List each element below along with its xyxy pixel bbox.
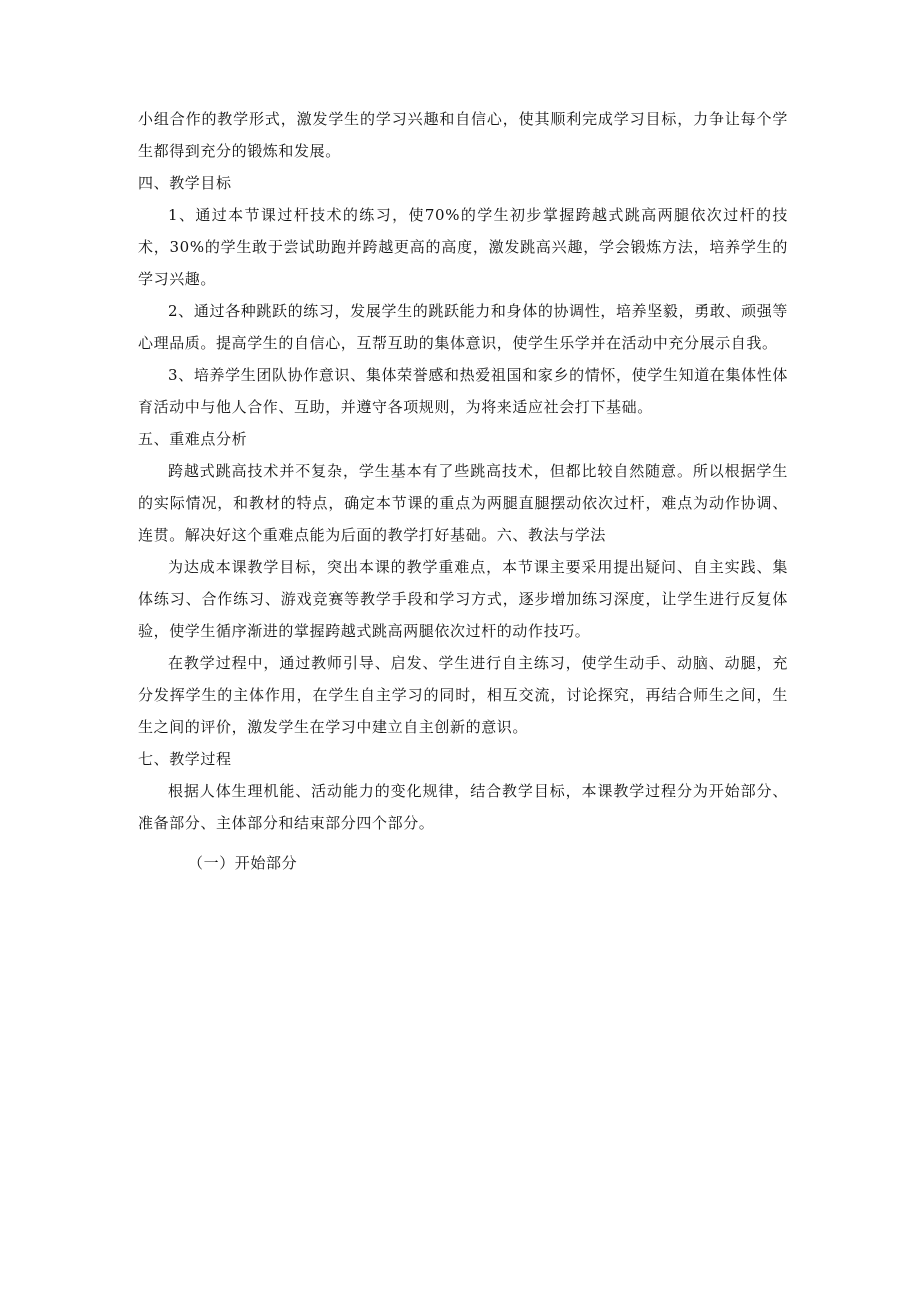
goal-item-1: 1、通过本节课过杆技术的练习，使70%的学生初步掌握跨越式跳高两腿依次过杆的技术，30%的学生敢于尝试助跑并跨越更高的高度，激发跳高兴趣，学会锻炼方法，培养学生的学习兴趣。 bbox=[138, 206, 788, 288]
goal-item-3: 3、培养学生团队协作意识、集体荣誉感和热爱祖国和家乡的情怀，使学生知道在集体性体育活动中与他人合作、互助，并遵守各项规则，为将来适应社会打下基础。 bbox=[138, 366, 788, 416]
methods-paragraph-1: 为达成本课教学目标，突出本课的教学重难点，本节课主要采用提出疑问、自主实践、集体练习、合作练习、游戏竞赛等教学手段和学习方式，逐步增加练习深度，让学生进行反复体验，使学生循序渐进的掌握跨越式跳高两腿依次过杆的动作技巧。 bbox=[138, 558, 788, 640]
section-heading-key-points: 五、重难点分析 bbox=[138, 430, 248, 448]
intro-paragraph: 小组合作的教学形式，激发学生的学习兴趣和自信心，使其顺利完成学习目标，力争让每个学生都得到充分的锻炼和发展。 bbox=[138, 110, 788, 160]
section-heading-teaching-process: 七、教学过程 bbox=[138, 750, 232, 768]
document-body bbox=[138, 103, 788, 879]
process-paragraph: 根据人体生理机能、活动能力的变化规律，结合教学目标，本课教学过程分为开始部分、准备部分、主体部分和结束部分四个部分。 bbox=[138, 782, 788, 832]
key-points-paragraph: 跨越式跳高技术并不复杂，学生基本有了些跳高技术，但都比较自然随意。所以根据学生的实际情况，和教材的特点，确定本节课的重点为两腿直腿摆动依次过杆，难点为动作协调、连贯。解决好这个重难点能为后面的教学打好基础。六、教法与学法 bbox=[138, 462, 788, 544]
section-heading-teaching-goals: 四、教学目标 bbox=[138, 174, 232, 192]
methods-paragraph-2: 在教学过程中，通过教师引导、启发、学生进行自主练习，使学生动手、动脑、动腿，充分发挥学生的主体作用，在学生自主学习的同时，相互交流，讨论探究，再结合师生之间，生生之间的评价，激发学生在学习中建立自主创新的意识。 bbox=[138, 654, 788, 736]
subheading-opening-part: （一）开始部分 bbox=[188, 854, 298, 872]
goal-item-2: 2、通过各种跳跃的练习，发展学生的跳跃能力和身体的协调性，培养坚毅，勇敢、顽强等心理品质。提高学生的自信心，互帮互助的集体意识，使学生乐学并在活动中充分展示自我。 bbox=[138, 302, 788, 352]
